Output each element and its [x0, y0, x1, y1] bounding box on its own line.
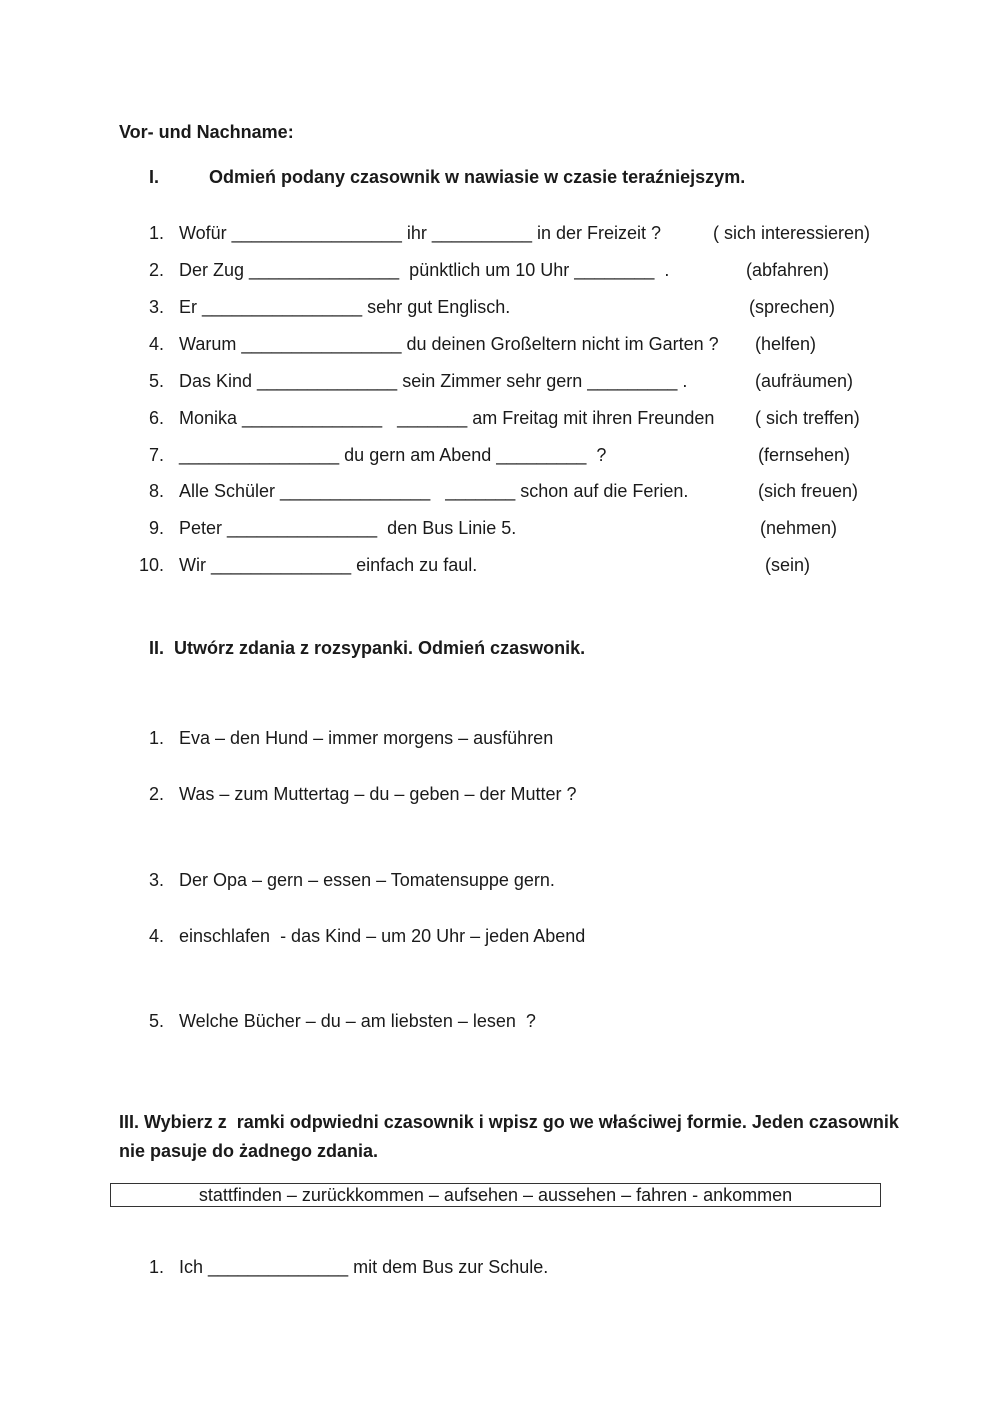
- item-number: 10.: [138, 555, 164, 575]
- section1-numeral: I.: [149, 167, 160, 187]
- item-number: 2.: [148, 260, 164, 280]
- verb-hint: (aufräumen): [755, 371, 854, 391]
- item-number: 3.: [148, 297, 164, 317]
- item-text: Der Zug _______________ pünktlich um 10 Uhr ________ .: [179, 260, 670, 280]
- name-label: Vor- und Nachname:: [119, 122, 294, 142]
- verb-hint: (sprechen): [749, 297, 836, 317]
- verb-hint: (fernsehen): [758, 445, 851, 465]
- item-number: 9.: [148, 518, 164, 538]
- section3-title-line1: III. Wybierz z ramki odpwiedni czasownik i wpisz go we właściwej formie. Jeden czasownik: [119, 1112, 899, 1132]
- item-number: 6.: [148, 408, 164, 428]
- item-text: Alle Schüler _______________ _______ schon auf die Ferien.: [179, 481, 689, 501]
- item-text: Ich ______________ mit dem Bus zur Schule.: [179, 1257, 549, 1277]
- item-text: Warum ________________ du deinen Großeltern nicht im Garten ?: [179, 334, 719, 354]
- word-box: stattfinden – zurückkommen – aufsehen – aussehen – fahren - ankommen: [110, 1183, 881, 1207]
- item-number: 4.: [148, 926, 164, 946]
- verb-hint: (sich freuen): [758, 481, 859, 501]
- item-number: 1.: [148, 728, 164, 748]
- item-text: Peter _______________ den Bus Linie 5.: [179, 518, 517, 538]
- verb-hint: (sein): [765, 555, 811, 575]
- item-number: 7.: [148, 445, 164, 465]
- item-number: 2.: [148, 784, 164, 804]
- verb-hint: (abfahren): [746, 260, 830, 280]
- verb-hint: (helfen): [755, 334, 817, 354]
- item-number: 5.: [148, 1011, 164, 1031]
- item-text: Wofür _________________ ihr __________ in der Freizeit ?: [179, 223, 662, 243]
- item-number: 3.: [148, 870, 164, 890]
- item-number: 1.: [148, 223, 164, 243]
- item-text: Monika ______________ _______ am Freitag mit ihren Freunden: [179, 408, 715, 428]
- item-number: 1.: [148, 1257, 164, 1277]
- item-text: einschlafen - das Kind – um 20 Uhr – jeden Abend: [179, 926, 586, 946]
- item-text: Der Opa – gern – essen – Tomatensuppe gern.: [179, 870, 555, 890]
- section3-title-line2: nie pasuje do żadnego zdania.: [119, 1141, 379, 1161]
- item-text: Eva – den Hund – immer morgens – ausführen: [179, 728, 554, 748]
- item-number: 8.: [148, 481, 164, 501]
- item-text: Was – zum Muttertag – du – geben – der Mutter ?: [179, 784, 577, 804]
- item-text: ________________ du gern am Abend _________ ?: [179, 445, 607, 465]
- section1-title: Odmień podany czasownik w nawiasie w czasie teraźniejszym.: [209, 167, 746, 187]
- item-text: Er ________________ sehr gut Englisch.: [179, 297, 511, 317]
- item-text: Welche Bücher – du – am liebsten – lesen ?: [179, 1011, 536, 1031]
- item-text: Das Kind ______________ sein Zimmer sehr gern _________ .: [179, 371, 688, 391]
- verb-hint: (nehmen): [760, 518, 838, 538]
- item-number: 5.: [148, 371, 164, 391]
- item-number: 4.: [148, 334, 164, 354]
- verb-hint: ( sich interessieren): [713, 223, 871, 243]
- item-text: Wir ______________ einfach zu faul.: [179, 555, 478, 575]
- verb-hint: ( sich treffen): [755, 408, 860, 428]
- section2-title: II. Utwórz zdania z rozsypanki. Odmień czaswonik.: [149, 638, 586, 658]
